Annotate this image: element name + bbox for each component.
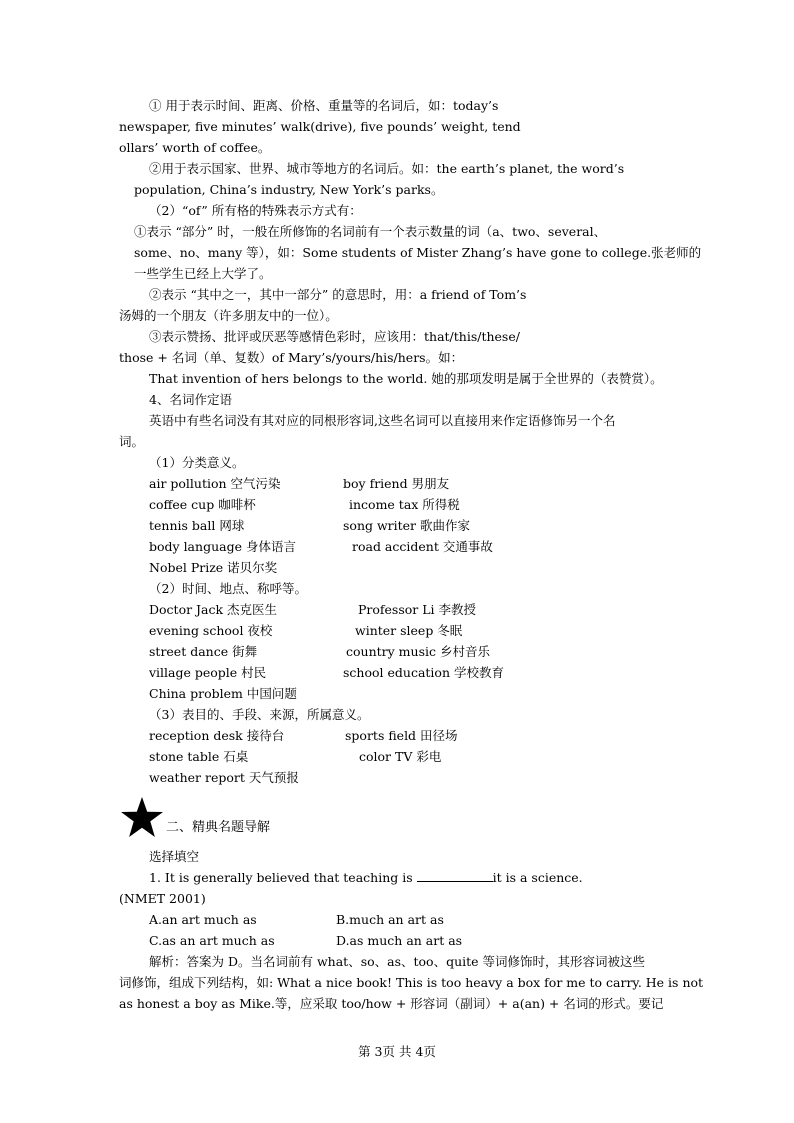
text-line: 词。: [119, 434, 145, 449]
text-line: 解析：答案为 D。当名词前有 what、so、as、too、quite 等词修饰时，其形容词被这些: [149, 954, 646, 969]
option-b: B.much an art as: [336, 912, 444, 927]
term-left: stone table 石桌: [149, 749, 249, 764]
text-line: ollars’ worth of coffee。: [119, 140, 271, 155]
term-left: body language 身体语言: [149, 539, 296, 554]
text-line: （2）“of” 所有格的特殊表示方式有：: [149, 203, 362, 218]
term-left: reception desk 接待台: [149, 728, 285, 743]
term-left: coffee cup 咖啡杯: [149, 497, 256, 512]
text-line: newspaper, five minutes’ walk(drive), five pounds’ weight, tend: [119, 119, 521, 134]
text-line: （2）时间、地点、称呼等。: [149, 581, 307, 596]
term-left: street dance 街舞: [149, 644, 258, 659]
page-footer: 第 3页 共 4页: [358, 1044, 436, 1059]
term-right: sports field 田径场: [345, 728, 458, 743]
term-left: tennis ball 网球: [149, 518, 245, 533]
text-line: population, China’s industry, New York’s parks。: [134, 182, 444, 197]
text-line: （3）表目的、手段、来源，所属意义。: [149, 707, 370, 722]
text-line: ①表示 “部分” 时，一般在所修饰的名词前有一个表示数量的词（a、two、several、: [134, 224, 607, 239]
text-line: weather report 天气预报: [149, 770, 299, 785]
term-right: country music 乡村音乐: [346, 644, 490, 659]
term-right: color TV 彩电: [359, 749, 442, 764]
text-line: as honest a boy as Mike.等，应采取 too/how + 形容词（副词）+ a(an) + 名词的形式。要记: [119, 996, 664, 1011]
text-line: 4、名词作定语: [149, 392, 232, 407]
term-right: school education 学校教育: [343, 665, 504, 680]
term-right: income tax 所得税: [349, 497, 460, 512]
option-c: C.as an art much as: [149, 933, 275, 948]
text-line: 英语中有些名词没有其对应的同根形容词,这些名词可以直接用来作定语修饰另一个名: [149, 413, 616, 428]
text-line: some、no、many 等），如：Some students of Mister Zhang’s have gone to college.张老师的: [134, 245, 702, 260]
text-line: 词修饰，组成下列结构，如: What a nice book! This is too heavy a box for me to carry. He is not: [119, 975, 704, 990]
text-line: 一些学生已经上大学了。: [134, 266, 272, 281]
term-left: Doctor Jack 杰克医生: [149, 602, 278, 617]
term-left: evening school 夜校: [149, 623, 273, 638]
term-right: boy friend 男朋友: [343, 476, 450, 491]
term-left: village people 村民: [149, 665, 267, 680]
section-heading: 二、精典名题导解: [166, 820, 271, 835]
text-line: That invention of hers belongs to the world. 她的那项发明是属于全世界的（表赞赏）。: [149, 371, 663, 386]
text-line: 选择填空: [149, 849, 200, 864]
text-line: ③表示赞扬、批评或厌恶等感情色彩时，应该用：that/this/these/: [149, 329, 520, 344]
text-line: ②表示 “其中之一，其中一部分” 的意思时，用：a friend of Tom’s: [149, 287, 527, 302]
question-stem: [149, 870, 583, 886]
text-line: China problem 中国问题: [149, 686, 297, 701]
text-line: (NMET 2001): [119, 891, 206, 906]
star-icon: [120, 796, 164, 838]
term-right: winter sleep 冬眠: [355, 623, 463, 638]
term-right: road accident 交通事故: [352, 539, 493, 554]
text-line: Nobel Prize 诺贝尔奖: [149, 560, 278, 575]
term-left: air pollution 空气污染: [149, 476, 281, 491]
term-right: song writer 歌曲作家: [343, 518, 471, 533]
text-line: ②用于表示国家、世界、城市等地方的名词后。如：the earth’s planet, the word’s: [149, 161, 625, 176]
answer-blank: [417, 870, 493, 882]
question-text-end: it is a science.: [492, 870, 583, 885]
text-line: ① 用于表示时间、距离、价格、重量等的名词后，如：today’s: [149, 98, 499, 113]
question-text: 1. It is generally believed that teaching is: [149, 870, 417, 885]
option-a: A.an art much as: [149, 912, 257, 927]
text-line: 汤姆的一个朋友（许多朋友中的一位）。: [119, 308, 338, 323]
text-line: those + 名词（单、复数）of Mary’s/yours/his/hers。如：: [119, 350, 464, 365]
term-right: Professor Li 李教授: [358, 602, 477, 617]
option-d: D.as much an art as: [336, 933, 463, 948]
text-line: （1）分类意义。: [149, 455, 245, 470]
